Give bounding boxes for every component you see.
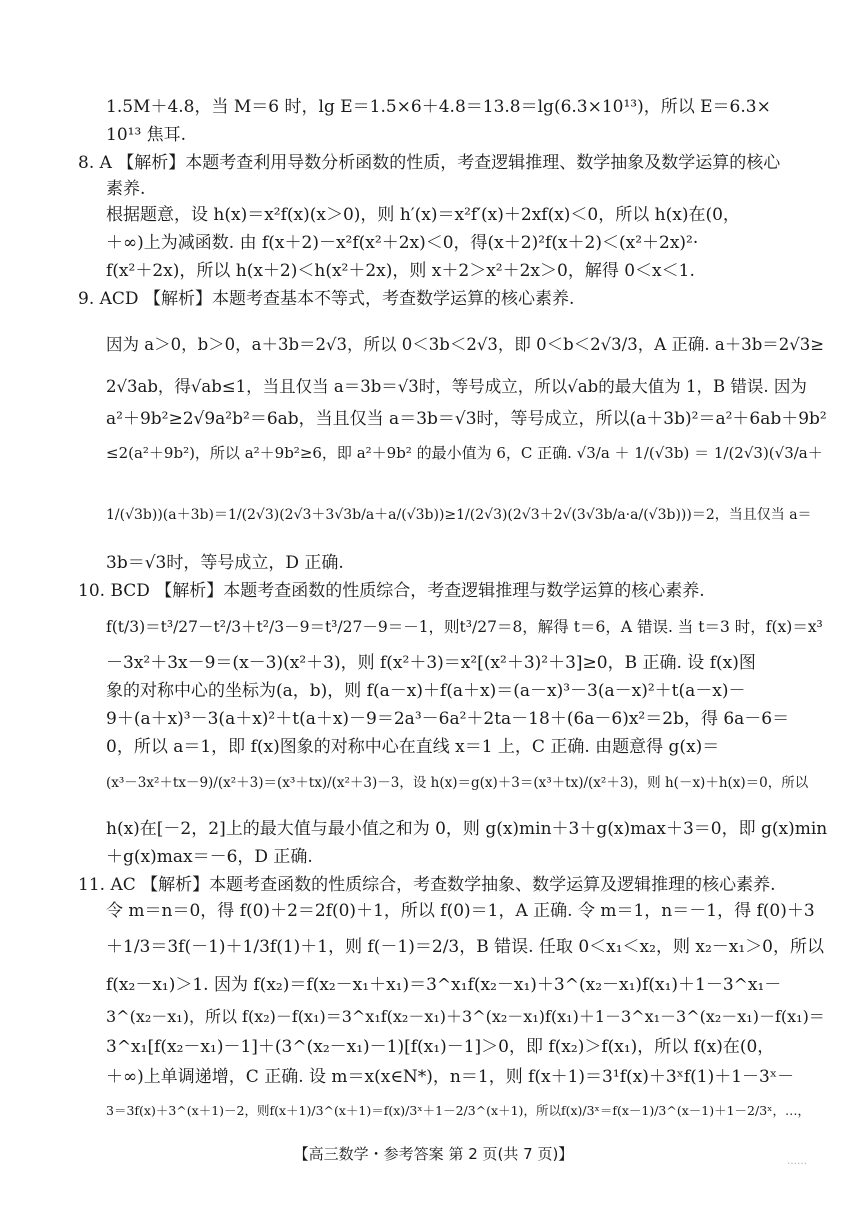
text-line: 0，所以 a＝1，即 f(x)图象的对称中心在直线 x＝1 上，C 正确. 由题意得 g(x)＝ [106, 737, 720, 757]
text-line: －3x²＋3x－9＝(x－3)(x²＋3)，则 f(x²＋3)＝x²[(x²＋3)²＋3]≥0，B 正确. 设 f(x)图 [106, 653, 756, 673]
text-line: 3＝3f(x)＋3^(x＋1)－2，则f(x＋1)/3^(x＋1)＝f(x)/3ˣ＋1－2/3^(x＋1)，所以f(x)/3ˣ＝f(x－1)/3^(x－1)＋1－2/3ˣ，…， [106, 1103, 810, 1118]
text-line: (x³－3x²＋tx－9)/(x²＋3)＝(x³＋tx)/(x²＋3)－3，设 h(x)＝g(x)＋3＝(x³＋tx)/(x²＋3)，则 h(－x)＋h(x)＝0，所以 [106, 775, 809, 791]
text-line: 11. AC 【解析】本题考查函数的性质综合，考查数学抽象、数学运算及逻辑推理的核心素养. [78, 875, 776, 895]
text-line: 3^x₁[f(x₂－x₁)－1]＋(3^(x₂－x₁)－1)[f(x₁)－1]＞0，即 f(x₂)＞f(x₁)，所以 f(x)在(0， [106, 1037, 775, 1057]
text-line: 10. BCD 【解析】本题考查函数的性质综合，考查逻辑推理与数学运算的核心素养. [78, 581, 705, 601]
text-line: h(x)在[－2，2]上的最大值与最小值之和为 0，则 g(x)min＋3＋g(x)max＋3＝0，即 g(x)min [106, 819, 828, 839]
text-line: 1.5M＋4.8，当 M＝6 时，lg E＝1.5×6＋4.8＝13.8＝lg(6.3×10¹³)，所以 E＝6.3× [106, 97, 771, 117]
text-line: 8. A 【解析】本题考查利用导数分析函数的性质，考查逻辑推理、数学抽象及数学运算的核心 [78, 153, 781, 173]
text-line: ＋1/3＝3f(－1)＋1/3f(1)＋1，则 f(－1)＝2/3，B 错误. 任取 0＜x₁＜x₂，则 x₂－x₁＞0，所以 [106, 937, 824, 957]
text-line: f(x₂－x₁)＞1. 因为 f(x₂)＝f(x₂－x₁＋x₁)＝3^x₁f(x₂－x₁)＋3^(x₂－x₁)f(x₁)＋1－3^x₁－ [106, 975, 782, 995]
text-line: 象的对称中心的坐标为(a，b)，则 f(a－x)＋f(a＋x)＝(a－x)³－3(a－x)²＋t(a－x)－ [106, 681, 746, 701]
text-line: ＋∞)上单调递增，C 正确. 设 m＝x(x∈N*)，n＝1，则 f(x＋1)＝3¹f(x)＋3ˣf(1)＋1－3ˣ－ [106, 1067, 795, 1087]
page-footer: 【高三数学・参考答案 第 2 页(共 7 页)】 [293, 1145, 574, 1163]
text-line: 根据题意，设 h(x)＝x²f(x)(x＞0)，则 h′(x)＝x²f′(x)＋2xf(x)＜0，所以 h(x)在(0， [106, 205, 740, 225]
text-line: 10¹³ 焦耳. [106, 125, 187, 145]
text-line: 9＋(a＋x)³－3(a＋x)²＋t(a＋x)－9＝2a³－6a²＋2ta－18＋(6a－6)x²＝2b，得 6a－6＝ [106, 709, 790, 729]
text-line: 令 m＝n＝0，得 f(0)＋2＝2f(0)＋1，所以 f(0)＝1，A 正确. 令 m＝1，n＝－1，得 f(0)＋3 [106, 901, 815, 921]
text-line: 9. ACD 【解析】本题考查基本不等式，考查数学运算的核心素养. [78, 289, 575, 309]
text-line: ＋g(x)max＝－6，D 正确. [106, 847, 313, 867]
text-line: f(t/3)＝t³/27－t²/3＋t²/3－9＝t³/27－9＝－1，则t³/27＝8，解得 t＝6，A 错误. 当 t＝3 时，f(x)＝x³ [106, 618, 823, 636]
text-line: 3^(x₂－x₁)，所以 f(x₂)－f(x₁)＝3^x₁f(x₂－x₁)＋3^(x₂－x₁)f(x₁)＋1－3^x₁－3^(x₂－x₁)－f(x₁)＝ [106, 1007, 825, 1026]
text-line: f(x²＋2x)，所以 h(x＋2)＜h(x²＋2x)，则 x＋2＞x²＋2x＞0，解得 0＜x＜1. [106, 261, 695, 281]
text-line: 1/(√3b))(a＋3b)＝1/(2√3)(2√3＋3√3b/a＋a/(√3b))≥1/(2√3)(2√3＋2√(3√3b/a·a/(√3b)))＝2，当且仅当 a＝ [106, 507, 812, 523]
text-line: ＋∞)上为减函数. 由 f(x＋2)－x²f(x²＋2x)＜0，得(x＋2)²f(x＋2)＜(x²＋2x)²· [106, 233, 699, 253]
text-line: 素养. [106, 179, 146, 199]
text-line: 2√3ab，得√ab≤1，当且仅当 a＝3b＝√3时，等号成立，所以√ab的最大值为 1，B 错误. 因为 [106, 377, 807, 396]
corner-mark: …… [787, 1156, 807, 1167]
text-line: a²＋9b²≥2√9a²b²＝6ab，当且仅当 a＝3b＝√3时，等号成立，所以(a＋3b)²＝a²＋6ab＋9b² [106, 409, 827, 429]
text-line: 3b＝√3时，等号成立，D 正确. [106, 553, 344, 573]
text-line: ≤2(a²＋9b²)，所以 a²＋9b²≥6，即 a²＋9b² 的最小值为 6，C 正确. √3/a ＋ 1/(√3b) ＝ 1/(2√3)(√3/a＋ [106, 444, 823, 462]
text-line: 因为 a＞0，b＞0，a＋3b＝2√3，所以 0＜3b＜2√3，即 0＜b＜2√3/3，A 正确. a＋3b＝2√3≥ [106, 335, 825, 354]
